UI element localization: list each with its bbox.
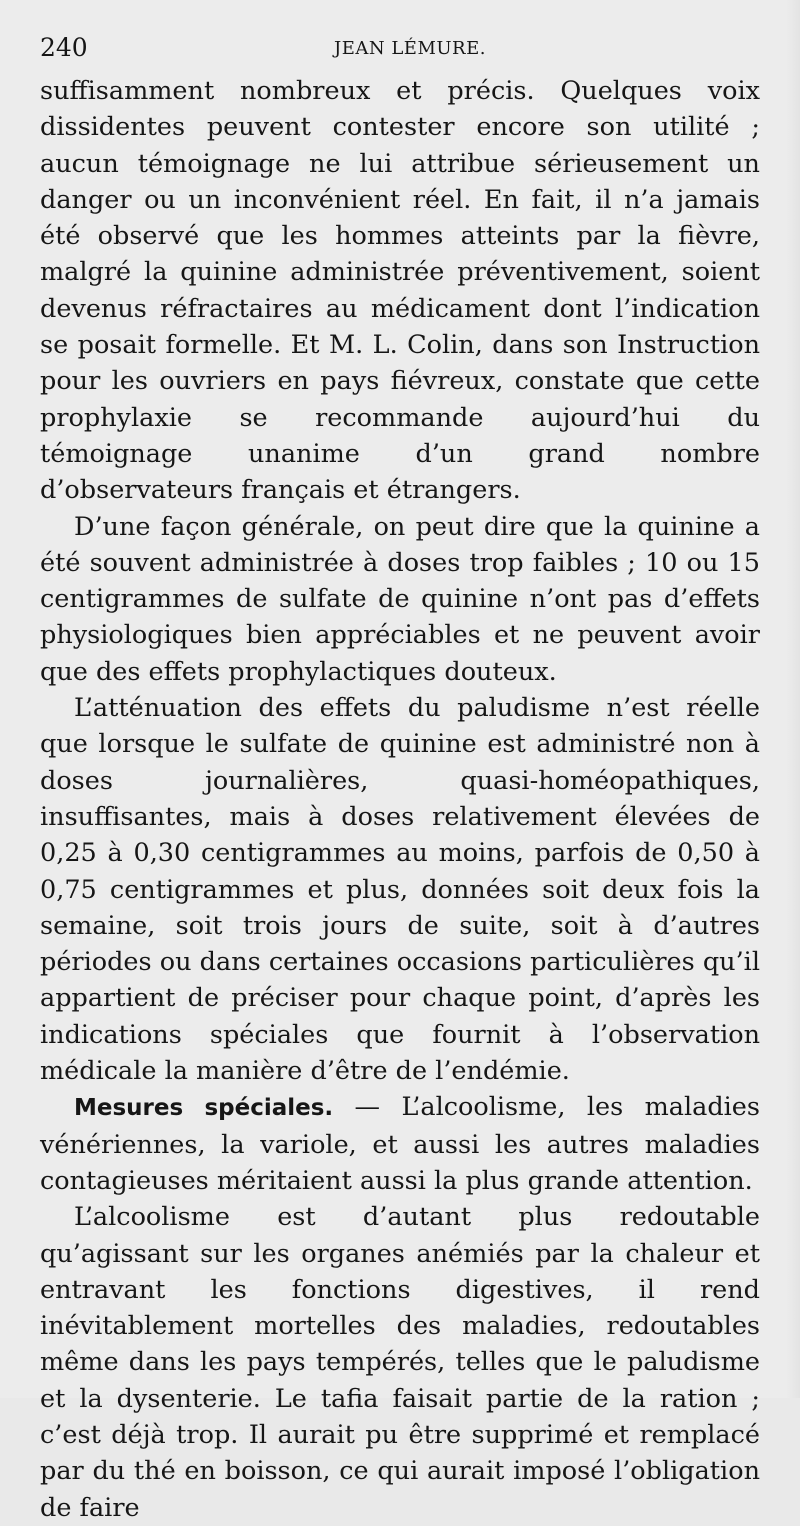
page-edge-shadow: [786, 0, 800, 1398]
paragraph-3: [40, 690, 760, 1089]
section-heading: Mesures spéciales.: [74, 1095, 334, 1122]
paragraph-4: [40, 1089, 760, 1199]
paragraph-4-text: — L’alcoolisme, les maladies vénériennes, la variole, et aussi les autres maladies contagieuses méritaient aussi la plus grande attention.: [40, 1092, 760, 1196]
paragraph-3-text: L’atténuation des effets du paludisme n’est réelle que lorsque le sulfate de quinine est administré non à doses journalières, quasi-homéopathiques, insuffisantes, mais à doses relativement élevées de 0,25 à 0,30 centigrammes au moins, parfois de 0,50 à 0,75 centigrammes et plus, données soit deux fois la semaine, soit trois jours de suite, soit à d’autres périodes ou dans certaines occasions particulières qu’il appartient de préciser pour chaque point, d’après les indications spéciales que fournit à l’observation médicale la manière d’être de l’endémie.: [40, 693, 760, 1087]
paragraph-1: [40, 73, 760, 509]
paragraph-5-text: L’alcoolisme est d’autant plus redoutable qu’agissant sur les organes anémiés par la chaleur et entravant les fonctions digestives, il rend inévitablement mortelles des maladies, redoutables même dans les pays tempérés, telles que le paludisme et la dysenterie. Le tafia faisait partie de la ration ; c’est déjà trop. Il aurait pu être supprimé et remplacé par du thé en boisson, ce qui aurait imposé l’obligation de faire: [40, 1202, 760, 1523]
paragraph-1-text: suffisamment nombreux et précis. Quelques voix dissidentes peuvent contester encore son utilité ; aucun témoignage ne lui attribue sérieusement un danger ou un inconvénient réel. En fait, il n’a jamais été observé que les hommes atteints par la fièvre, malgré la quinine administrée préventivement, soient devenus réfractaires au médicament dont l’indication se posait formelle. Et M. L. Colin, dans son Instruction pour les ouvriers en pays fiévreux, constate que cette prophylaxie se recommande aujourd’hui du témoignage unanime d’un grand nombre d’observateurs français et étrangers.: [40, 76, 760, 506]
paragraph-2: [40, 509, 760, 690]
body-text: [40, 73, 760, 1526]
running-title: JEAN LÉMURE.: [334, 38, 486, 59]
paragraph-5: [40, 1199, 760, 1526]
paragraph-2-text: D’une façon générale, on peut dire que la quinine a été souvent administrée à doses trop faibles ; 10 ou 15 centigrammes de sulfate de quinine n’ont pas d’effets physiologiques bien appréciables et ne peuvent avoir que des effets prophylactiques douteux.: [40, 511, 760, 687]
page-header: [40, 30, 780, 66]
page-number: 240: [40, 33, 88, 62]
